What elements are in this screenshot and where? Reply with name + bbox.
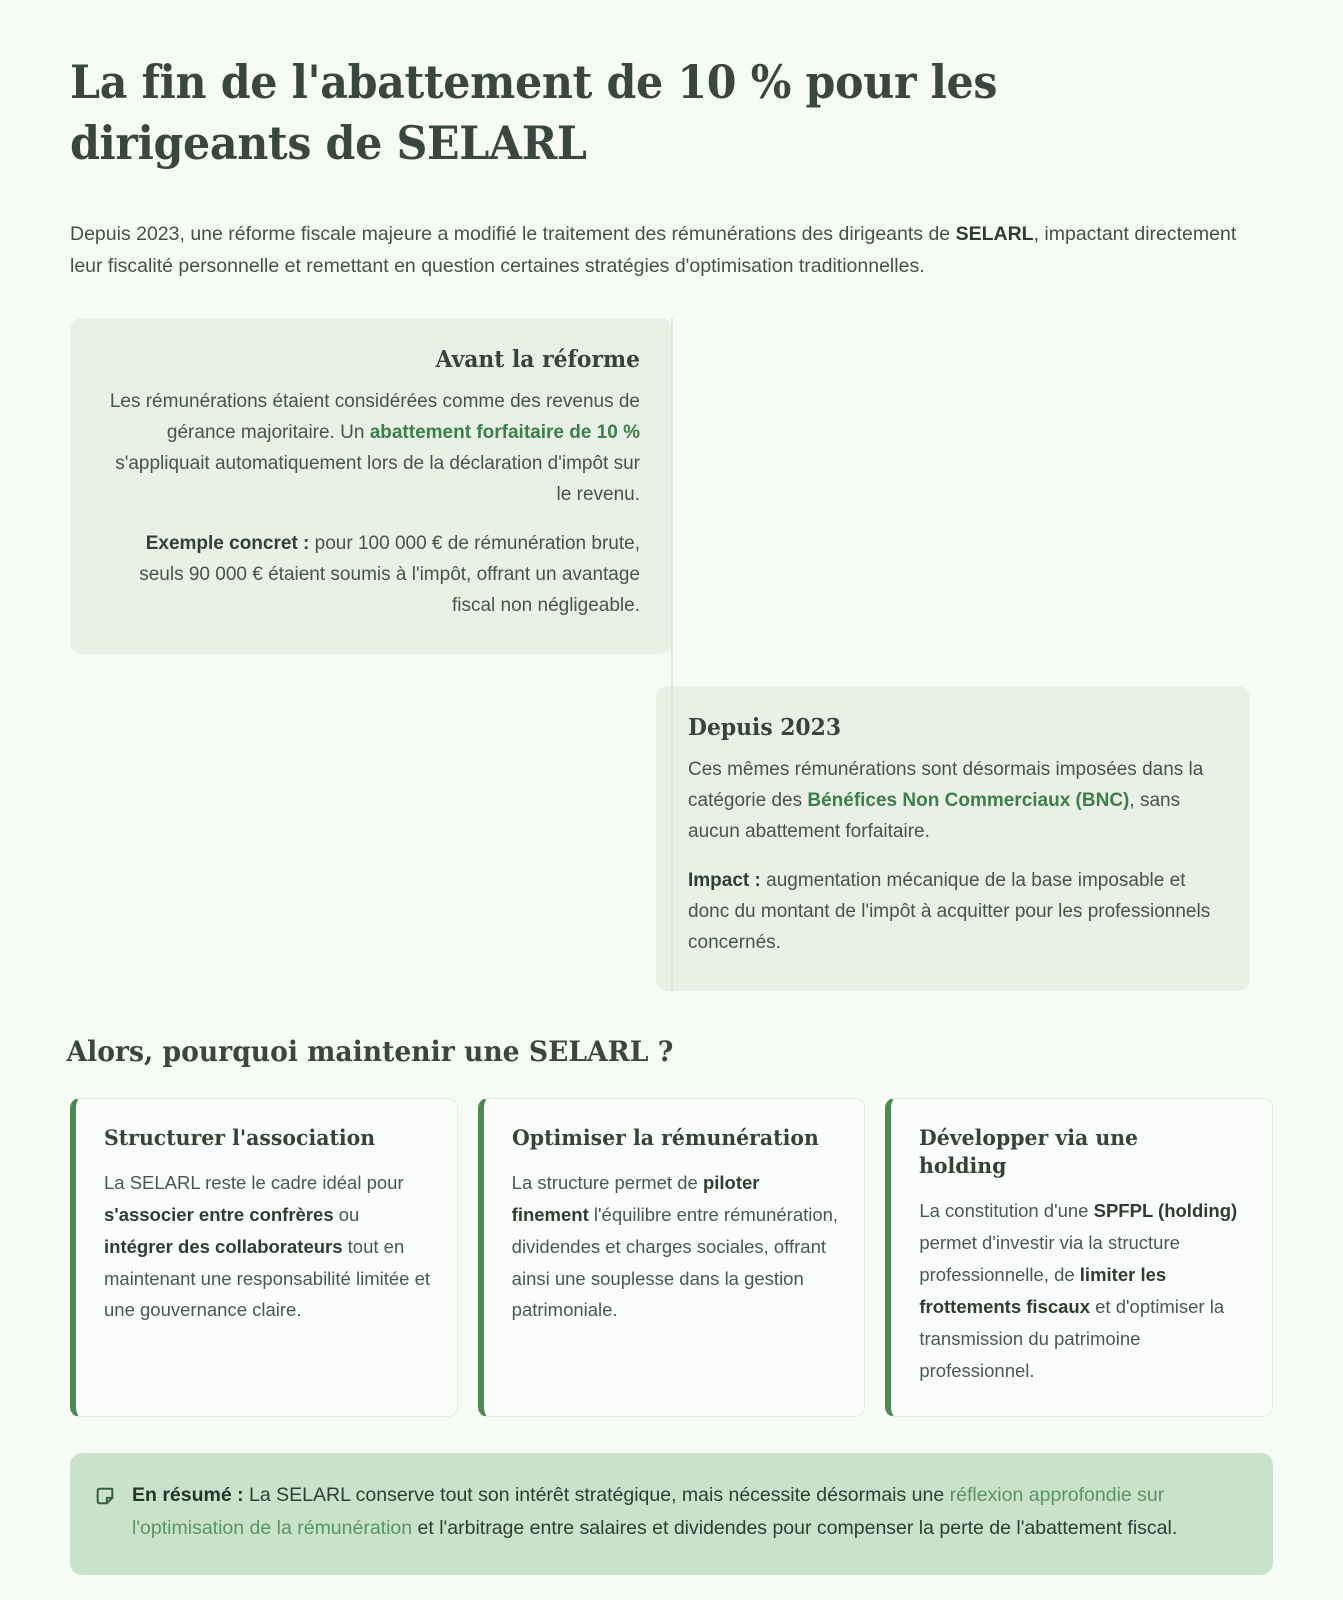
holding-t2: permet d'investir via la structure professionnelle, de bbox=[919, 1232, 1180, 1286]
holding-t1: La constitution d'une bbox=[919, 1200, 1094, 1222]
section-heading: Alors, pourquoi maintenir une SELARL ? bbox=[66, 1034, 674, 1068]
card-before-reform-title: Avant la réforme bbox=[435, 346, 640, 374]
structurer-t3: tout en maintenant une responsabilité limitée et une gouvernance claire. bbox=[104, 1235, 430, 1321]
intro-text-a: Depuis 2023, une réforme fiscale majeure a modifié le traitement des rémunérations des dirigeants de bbox=[70, 222, 956, 245]
after-p1-a: Ces mêmes rémunérations sont désormais imposées dans la catégorie des bbox=[688, 758, 1204, 811]
optimiser-t1: La structure permet de bbox=[511, 1172, 703, 1194]
intro-strong: SELARL bbox=[955, 222, 1034, 245]
card-since-2023-paragraph-1 bbox=[688, 755, 1218, 848]
title-block bbox=[0, 0, 1343, 173]
intro-paragraph bbox=[0, 193, 1343, 282]
before-p1-highlight: abattement forfaitaire de 10 % bbox=[369, 422, 640, 444]
optimiser-t2: l'équilibre entre rémunération, dividendes et charges sociales, offrant ainsi une souplesse dans la gestion patrimoniale. bbox=[511, 1203, 839, 1321]
intro-text-b: , impactant directement leur fiscalité personnelle et remettant en question certaines stratégies d'optimisation traditionnelles. bbox=[70, 222, 1237, 277]
card-since-2023-title: Depuis 2023 bbox=[688, 713, 842, 741]
benefit-card-holding-title: Développer via une holding bbox=[919, 1125, 1139, 1180]
before-p2-label: Exemple concret : bbox=[145, 532, 310, 554]
page-title: La fin de l'abattement de 10 % pour les dirigeants de SELARL bbox=[70, 55, 998, 170]
sticky-note-icon bbox=[94, 1485, 116, 1507]
benefit-card-structurer-body bbox=[104, 1167, 431, 1326]
before-p1-b: s'appliquait automatiquement lors de la déclaration d'impôt sur le revenu. bbox=[115, 453, 640, 505]
comparison-section bbox=[0, 318, 1343, 991]
benefit-card-optimiser bbox=[478, 1098, 866, 1418]
card-before-reform-paragraph-1 bbox=[102, 387, 640, 511]
summary-banner bbox=[70, 1453, 1273, 1575]
summary-text-highlight: réflexion approfondie sur l'optimisation de la rémunération bbox=[132, 1484, 1165, 1540]
card-since-2023-paragraph-2 bbox=[688, 866, 1218, 959]
after-p2-text: augmentation mécanique de la base imposable et donc du montant de l'impôt à acquitter pour les professionnels concernés. bbox=[688, 869, 1211, 953]
summary-text-b: et l'arbitrage entre salaires et dividendes pour compenser la perte de l'abattement fiscal. bbox=[412, 1517, 1178, 1540]
structurer-b1: s'associer entre confrères bbox=[104, 1203, 334, 1225]
holding-t3: et d'optimiser la transmission du patrimoine professionnel. bbox=[919, 1295, 1225, 1381]
benefit-cards bbox=[0, 1068, 1343, 1418]
card-before-reform bbox=[70, 318, 672, 654]
benefit-card-optimiser-body bbox=[512, 1167, 839, 1326]
summary-text-a: La SELARL conserve tout son intérêt stratégique, mais nécessite désormais une bbox=[243, 1484, 950, 1507]
benefit-card-structurer bbox=[70, 1098, 458, 1418]
before-p2-text: pour 100 000 € de rémunération brute, seuls 90 000 € étaient soumis à l'impôt, offrant un avantage fiscal non négligeable. bbox=[139, 532, 640, 616]
summary-label: En résumé : bbox=[132, 1484, 244, 1507]
optimiser-b1: piloter finement bbox=[511, 1172, 760, 1225]
structurer-t2: ou bbox=[333, 1203, 360, 1225]
structurer-b2: intégrer des collaborateurs bbox=[104, 1235, 343, 1257]
benefit-card-optimiser-title: Optimiser la rémunération bbox=[511, 1125, 819, 1151]
summary-text bbox=[132, 1479, 1243, 1545]
timeline-divider bbox=[671, 318, 673, 991]
holding-b2: limiter les frottements fiscaux bbox=[919, 1264, 1167, 1317]
card-since-2023 bbox=[656, 686, 1250, 991]
benefit-card-holding bbox=[885, 1098, 1273, 1418]
benefit-card-structurer-title: Structurer l'association bbox=[104, 1125, 376, 1151]
card-before-reform-paragraph-2 bbox=[102, 529, 640, 622]
before-p1-a: Les rémunérations étaient considérées comme des revenus de gérance majoritaire. Un bbox=[109, 391, 640, 444]
after-p1-highlight: Bénéfices Non Commerciaux (BNC) bbox=[807, 789, 1130, 811]
after-p2-label: Impact : bbox=[688, 869, 761, 891]
after-p1-b: , sans aucun abattement forfaitaire. bbox=[688, 789, 1181, 842]
structurer-t1: La SELARL reste le cadre idéal pour bbox=[104, 1172, 404, 1194]
benefit-card-holding-body bbox=[919, 1195, 1246, 1386]
holding-b1: SPFPL (holding) bbox=[1093, 1200, 1238, 1222]
